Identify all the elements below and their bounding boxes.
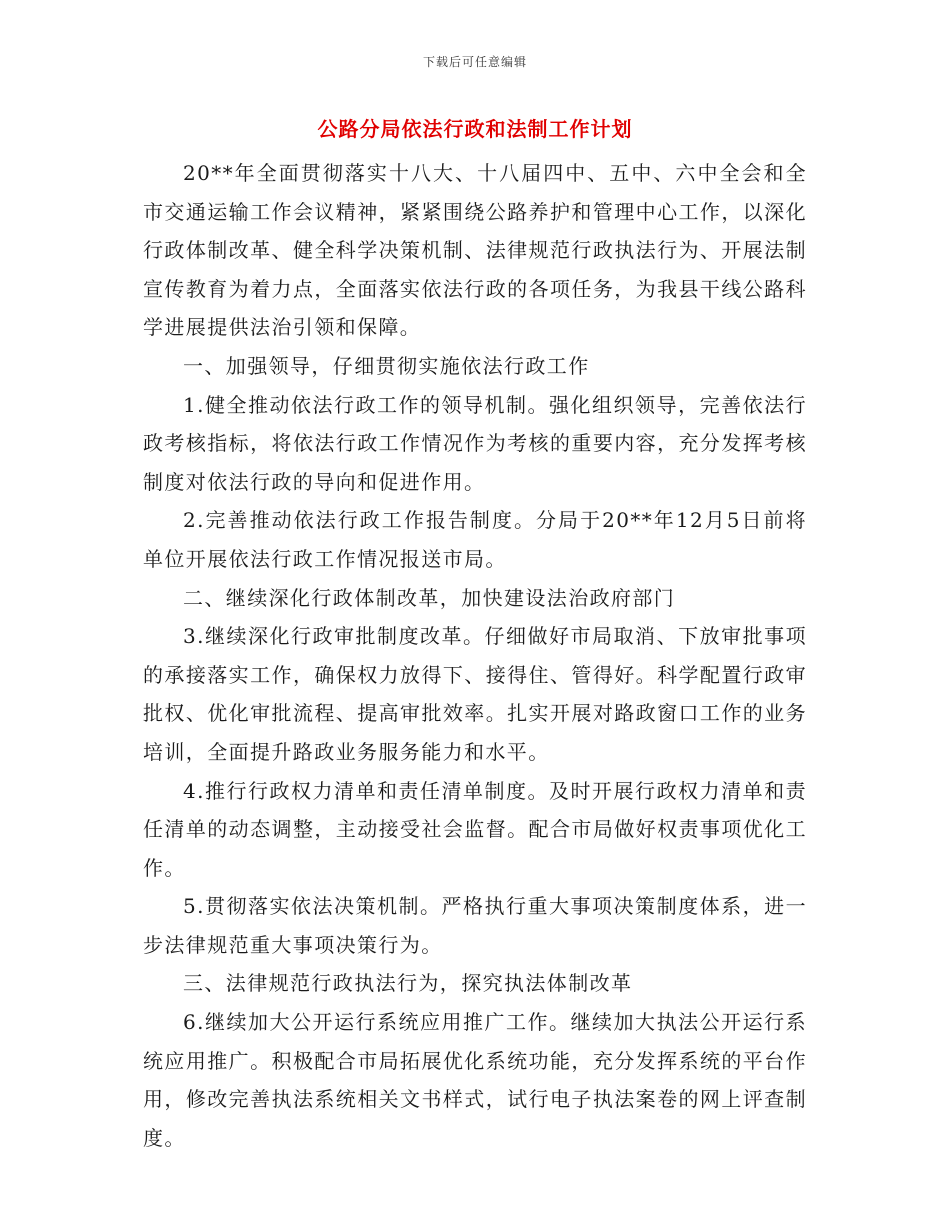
paragraph-item-3: 3.继续深化行政审批制度改革。仔细做好市局取消、下放审批事项的承接落实工作，确保权力放得下、接得住、管得好。科学配置行政审批权、优化审批流程、提高审批效率。扎实开展对路政窗口工作的业务培训，全面提升路政业务服务能力和水平。 [143,624,807,764]
header-note: 下载后可任意编辑 [422,55,527,69]
section-heading-3: 三、法律规范行政执法行为，探究执法体制改革 [183,971,633,996]
paragraph-item-2: 2.完善推动依法行政工作报告制度。分局于20**年12月5日前将单位开展依法行政工作情况报送市局。 [143,508,807,571]
section-heading-1: 一、加强领导，仔细贯彻实施依法行政工作 [183,353,590,378]
paragraph-item-1: 1.健全推动依法行政工作的领导机制。强化组织领导，完善依法行政考核指标，将依法行政工作情况作为考核的重要内容，充分发挥考核制度对依法行政的导向和促进作用。 [143,392,807,494]
document-body [143,154,807,1157]
paragraph-item-5: 5.贯彻落实依法决策机制。严格执行重大事项决策制度体系，进一步法律规范重大事项决策行为。 [143,894,807,957]
paragraph-item-6: 6.继续加大公开运行系统应用推广工作。继续加大执法公开运行系统应用推广。积极配合市局拓展优化系统功能，充分发挥系统的平台作用，修改完善执法系统相关文书样式，试行电子执法案卷的网上评查制度。 [143,1010,807,1150]
section-heading-2: 二、继续深化行政体制改革，加快建设法治政府部门 [183,585,676,610]
paragraph-item-4: 4.推行行政权力清单和责任清单制度。及时开展行政权力清单和责任清单的动态调整，主动接受社会监督。配合市局做好权责事项优化工作。 [143,778,807,880]
document-title: 公路分局依法行政和法制工作计划 [317,117,633,141]
paragraph-intro: 20**年全面贯彻落实十八大、十八届四中、五中、六中全会和全市交通运输工作会议精神，紧紧围绕公路养护和管理中心工作，以深化行政体制改革、健全科学决策机制、法律规范行政执法行为、开展法制宣传教育为着力点，全面落实依法行政的各项任务，为我县干线公路科学进展提供法治引领和保障。 [143,161,807,340]
